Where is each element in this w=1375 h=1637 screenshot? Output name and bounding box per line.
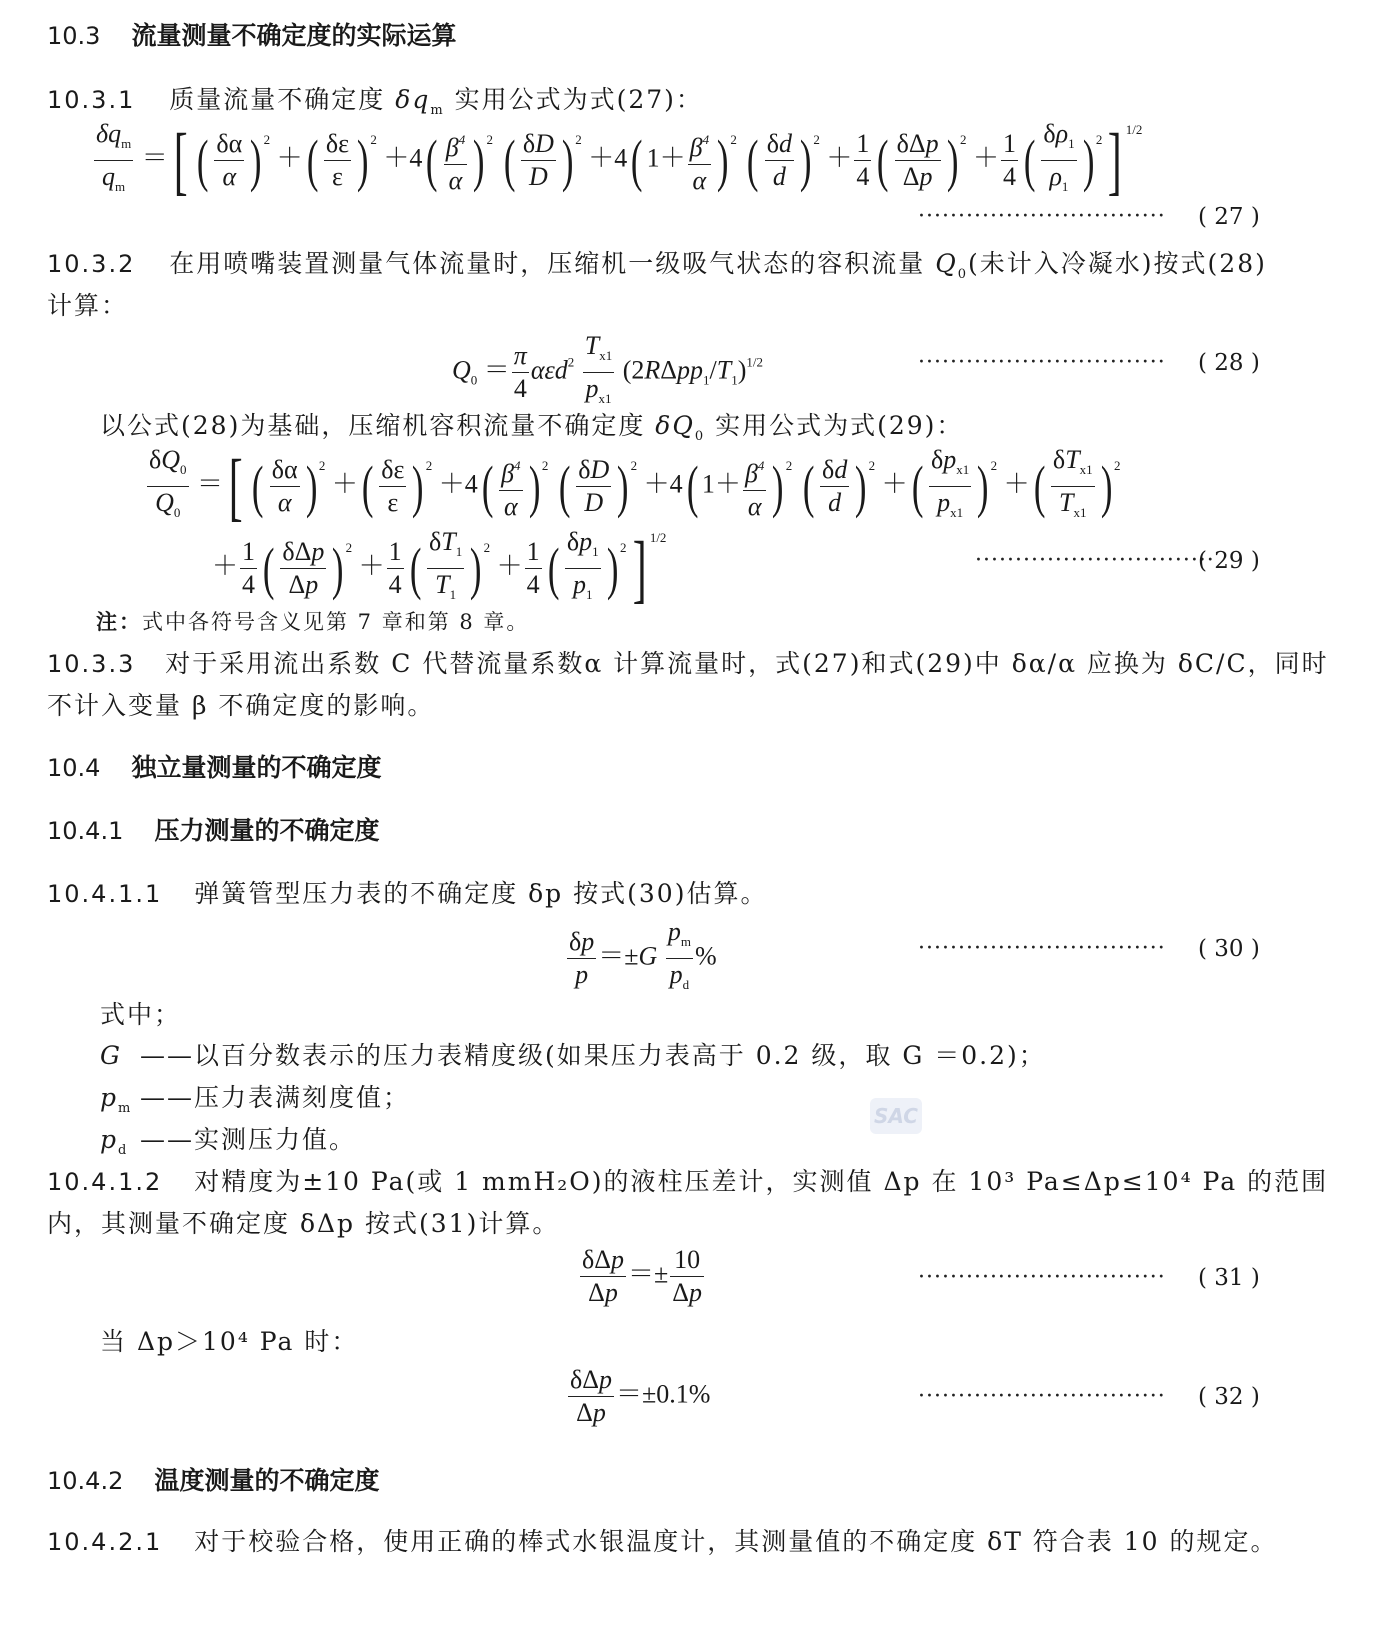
leader-dots-28: ······························· — [918, 350, 1166, 375]
leader-dots-32: ······························· — [918, 1384, 1166, 1409]
equation-number-32: ( 32 ) — [1198, 1384, 1260, 1410]
equation-number-31: ( 31 ) — [1198, 1265, 1260, 1291]
leader-dots-29: ······························ — [975, 548, 1215, 573]
note: 注：式中各符号含义见第 7 章和第 8 章。 — [96, 609, 530, 634]
leader-dots-31: ······························· — [918, 1265, 1166, 1290]
equation-number-28: ( 28 ) — [1198, 350, 1260, 376]
leader-dots-30: ······························· — [918, 936, 1166, 961]
equation-29-line1: $\frac{\delta Q_0}{Q_0}$ ＝[ ( $\frac{\delta\alpha}{\alpha}$ ) $^2$ ＋( $\frac{\delta\varepsilon}{\varepsilon}$ ) $^2$ ＋4( $\frac{\beta^4}{\alpha}$ ) $^2$ ( $\frac{\delta D}{D}$ ) $^2$ ＋4( 1＋ $\frac{\beta^4}{\alpha}$ ) $^2$ ( $\frac{\delta d}{d}$ ) $^2$ ＋( $\frac{\delta p_{x1}}{p_{x1}}$ ) $^2$ ＋( $\frac{\delta T_{x1}}{T_{x1}}$ ) $^2$ — [149, 444, 1121, 529]
clause-10-3-2-line2: 计算： — [47, 291, 129, 320]
equation-number-27: ( 27 ) — [1198, 204, 1260, 230]
section-10-4-1-heading: 10.4.1 压力测量的不确定度 — [47, 816, 380, 845]
clause-10-3-3: 10.3.3 对于采用流出系数 C 代替流量系数α 计算流量时，式(27)和式(29)中 δα/α 应换为 δC/C，同时 — [47, 649, 1329, 678]
equation-28: $Q_0$ ＝ $\frac{\pi}{4}$ αεd$^2$ $\frac{T_{x1}}{p_{x1}}$ $(2R\Delta pp_1/T_1)^{1/2}$ — [452, 331, 763, 406]
clause-10-4-1-2-line2: 内，其测量不确定度 δΔp 按式(31)计算。 — [47, 1209, 560, 1238]
clause-10-4-1-2: 10.4.1.2 对精度为±10 Pa(或 1 mmH₂O)的液柱压差计，实测值 Δp 在 10³ Pa≤Δp≤10⁴ Pa 的范围 — [47, 1167, 1329, 1196]
section-10-3-heading: 10.3 流量测量不确定度的实际运算 — [47, 21, 457, 50]
section-10-4-2-heading: 10.4.2 温度测量的不确定度 — [47, 1466, 380, 1495]
where-pm: $p_m$ ——压力表满刻度值； — [100, 1083, 411, 1116]
section-10-4-heading: 10.4 独立量测量的不确定度 — [47, 753, 382, 782]
where-pd: $p_d$ ——实测压力值。 — [100, 1125, 357, 1158]
clause-10-3-3-line2: 不计入变量 β 不确定度的影响。 — [47, 691, 435, 720]
equation-number-30: ( 30 ) — [1198, 936, 1260, 962]
clause-10-3-2: 10.3.2 在用喷嘴装置测量气体流量时，压缩机一级吸气状态的容积流量 $Q_0$(未计入冷凝水)按式(28) — [47, 249, 1267, 282]
where-label: 式中； — [100, 1000, 182, 1029]
where-g: G ——以百分数表示的压力表精度级(如果压力表高于 0.2 级，取 G ＝0.2)； — [100, 1041, 1046, 1070]
clause-10-4-1-1: 10.4.1.1 弹簧管型压力表的不确定度 δp 按式(30)估算。 — [47, 879, 768, 908]
clause-10-3-1: 10.3.1 质量流量不确定度 $\delta q_m$ 实用公式为式(27)： — [47, 85, 703, 118]
leader-dots-27: ······························· — [918, 204, 1166, 229]
condition-line: 当 Δp＞10⁴ Pa 时： — [100, 1327, 359, 1356]
equation-31: $\frac{\text{δΔp}}{\Delta p}$ ＝± $\frac{10}{\Delta p}$ — [582, 1245, 702, 1307]
clause-10-4-2-1: 10.4.2.1 对于校验合格，使用正确的棒式水银温度计，其测量值的不确定度 δT 符合表 10 的规定。 — [47, 1527, 1278, 1556]
paragraph-eq29-intro: 以公式(28)为基础，压缩机容积流量不确定度 $\delta Q_0$ 实用公式为式(29)： — [100, 411, 964, 444]
sac-watermark-logo: SAC — [870, 1098, 922, 1134]
equation-32: $\frac{\text{δΔp}}{\Delta p}$ ＝±0.1% — [570, 1365, 711, 1427]
equation-27: $\frac{\delta q_m}{q_m}$ ＝[ ( $\frac{\delta\alpha}{\alpha}$ ) $^2$ ＋( $\frac{\delta\varepsilon}{\varepsilon}$ ) $^2$ ＋4( $\frac{\beta^4}{\alpha}$ ) $^2$ ( $\frac{\delta D}{D}$ ) $^2$ ＋4( 1＋ $\frac{\beta^4}{\alpha}$ ) $^2$ ( $\frac{\delta d}{d}$ ) $^2$ ＋ $\frac{1}{4}$ ( $\frac{\text{δΔp}}{\Delta p}$ ) $^2$ ＋ $\frac{1}{4}$ ( $\frac{\delta\rho_1}{\rho_1}$ ) $^2$] $^{1/2}$ — [96, 118, 1143, 203]
equation-number-29: ( 29 ) — [1198, 548, 1260, 574]
equation-30: $\frac{\delta p}{p}$ ＝±G $\frac{p_m}{p_d}$ % — [569, 917, 717, 992]
equation-29-line2: ＋ $\frac{1}{4}$ ( $\frac{\text{δΔp}}{\Delta p}$ ) $^2$ ＋ $\frac{1}{4}$ ( $\frac{\delta T_1}{T_1}$ ) $^2$ ＋ $\frac{1}{4}$ ( $\frac{\delta p_1}{p_1}$ ) $^2$] $^{1/2}$ — [212, 526, 667, 611]
